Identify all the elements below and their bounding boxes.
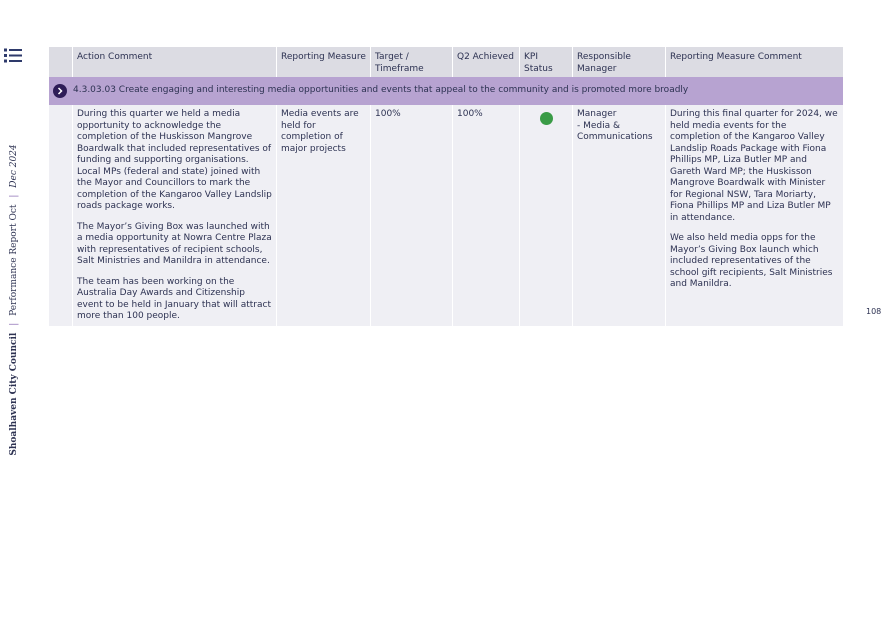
report-title: Performance Report Oct [9, 204, 19, 316]
reporting-measure-comment-cell [666, 105, 844, 326]
action-cell[interactable] [49, 77, 844, 105]
page-number: 108 [866, 307, 882, 316]
responsible-manager-line: Communications [577, 132, 653, 142]
row-blank-cell [49, 105, 73, 326]
measure-comment-paragraph: We also held media opps for the Mayor’s Giving Box launch which included representatives of the school gift recipients, Salt Ministries and Manildra. [670, 233, 833, 289]
kpi-status-indicator [540, 112, 553, 125]
action-comment-paragraph: The Mayor’s Giving Box was launched with a media opportunity at Nowra Centre Plaza with representatives of recipient schools, Salt Ministries and Manildra in attendance. [77, 221, 272, 266]
header-target-timeframe: Target / Timeframe [371, 47, 453, 77]
header-reporting-measure-comment: Reporting Measure Comment [666, 47, 844, 77]
performance-table [49, 47, 844, 326]
action-comment-paragraph: The team has been working on the Australia Day Awards and Citizenship event to be held in January that will attract more than 100 people. [77, 276, 271, 321]
action-comment-cell [73, 105, 277, 326]
header-row [49, 47, 844, 77]
responsible-manager-line: - Media & [577, 120, 621, 131]
table-row [49, 105, 844, 326]
action-title: 4.3.03.03 Create engaging and interesting media opportunities and events that appeal to the community and is promoted more broadly [73, 85, 689, 96]
header-reporting-measure: Reporting Measure [277, 47, 371, 77]
header-kpi-status: KPI Status [520, 47, 573, 77]
responsible-manager-cell [573, 105, 666, 326]
chevron-right-icon[interactable] [53, 84, 67, 98]
title-separator: | [9, 322, 19, 326]
header-q2-achieved: Q2 Achieved [453, 47, 520, 77]
header-action-comment: Action Comment [73, 47, 277, 77]
kpi-status-cell [520, 105, 573, 326]
responsible-manager-line: Manager [577, 109, 617, 119]
report-period: Dec 2024 [9, 144, 19, 188]
q2-achieved-cell: 100% [453, 105, 520, 326]
measure-comment-paragraph: During this final quarter for 2024, we held media events for the completion of the Kangaroo Valley Landslip Roads Package with Fiona Phillips MP, Liza Butler MP and Gareth Ward MP; the Huskisson Mangrove Boardwalk with Minister for Regional NSW, Tara Moriarty, Fiona Phillips MP and Liza Butler MP in attendance. [670, 109, 838, 223]
action-row[interactable] [49, 77, 844, 105]
report-side-title [9, 144, 19, 455]
reporting-measure-cell: Media events are held for completion of major projects [277, 105, 371, 326]
header-responsible-manager: Responsible Manager [573, 47, 666, 77]
list-menu-icon[interactable] [4, 48, 22, 63]
title-separator: | [9, 194, 19, 198]
header-blank [49, 47, 73, 77]
target-cell: 100% [371, 105, 453, 326]
organisation-name: Shoalhaven City Council [9, 332, 19, 456]
action-comment-paragraph: During this quarter we held a media opportunity to acknowledge the completion of the Huskisson Mangrove Boardwalk that included representatives of funding and supporting organisations. Local MPs (federal and state) joined with the Mayor and Councillors to mark the completion of the Kangaroo Valley Landslip roads package works. [77, 109, 272, 211]
